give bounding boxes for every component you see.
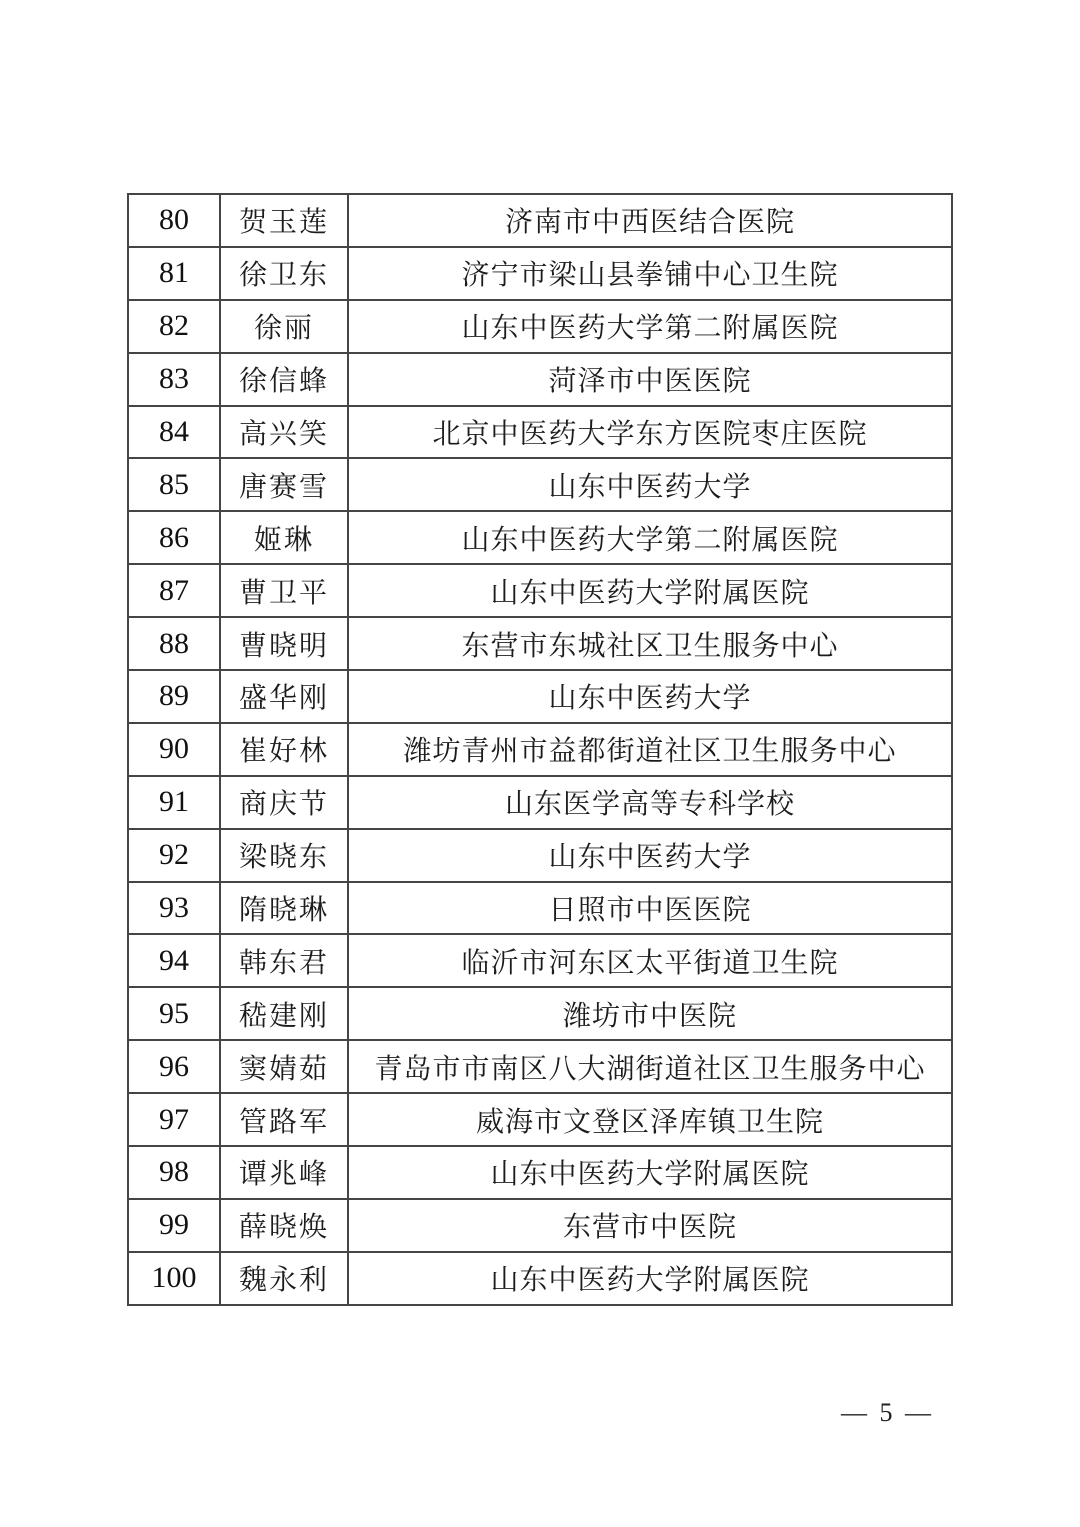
person-name: 谭兆峰 xyxy=(220,1146,348,1199)
row-number: 96 xyxy=(128,1040,220,1093)
organization-name: 济宁市梁山县拳铺中心卫生院 xyxy=(348,247,952,300)
person-name: 盛华刚 xyxy=(220,670,348,723)
person-name: 徐卫东 xyxy=(220,247,348,300)
organization-name: 日照市中医医院 xyxy=(348,882,952,935)
row-number: 87 xyxy=(128,564,220,617)
organization-name: 威海市文登区泽库镇卫生院 xyxy=(348,1093,952,1146)
person-name: 徐丽 xyxy=(220,300,348,353)
organization-name: 山东中医药大学第二附属医院 xyxy=(348,300,952,353)
row-number: 92 xyxy=(128,829,220,882)
organization-name: 山东中医药大学 xyxy=(348,458,952,511)
row-number: 95 xyxy=(128,987,220,1040)
organization-name: 济南市中西医结合医院 xyxy=(348,194,952,247)
row-number: 86 xyxy=(128,511,220,564)
row-number: 100 xyxy=(128,1252,220,1305)
person-name: 隋晓琳 xyxy=(220,882,348,935)
table-row xyxy=(128,406,952,459)
organization-name: 山东中医药大学附属医院 xyxy=(348,1252,952,1305)
row-number: 91 xyxy=(128,776,220,829)
table-row xyxy=(128,882,952,935)
person-name: 魏永利 xyxy=(220,1252,348,1305)
person-name: 薛晓焕 xyxy=(220,1199,348,1252)
organization-name: 北京中医药大学东方医院枣庄医院 xyxy=(348,406,952,459)
row-number: 89 xyxy=(128,670,220,723)
person-name: 唐赛雪 xyxy=(220,458,348,511)
organization-name: 山东中医药大学附属医院 xyxy=(348,564,952,617)
table-row xyxy=(128,300,952,353)
table-row xyxy=(128,987,952,1040)
organization-name: 山东中医药大学 xyxy=(348,670,952,723)
organization-name: 东营市东城社区卫生服务中心 xyxy=(348,617,952,670)
person-name: 贺玉莲 xyxy=(220,194,348,247)
row-number: 83 xyxy=(128,353,220,406)
table-row xyxy=(128,564,952,617)
person-name: 窦婧茹 xyxy=(220,1040,348,1093)
row-number: 90 xyxy=(128,723,220,776)
person-name: 梁晓东 xyxy=(220,829,348,882)
person-name: 徐信蜂 xyxy=(220,353,348,406)
table-row xyxy=(128,1199,952,1252)
roster-table xyxy=(127,193,953,1306)
table-row xyxy=(128,776,952,829)
organization-name: 东营市中医院 xyxy=(348,1199,952,1252)
row-number: 84 xyxy=(128,406,220,459)
table-row xyxy=(128,1146,952,1199)
row-number: 82 xyxy=(128,300,220,353)
table-row xyxy=(128,617,952,670)
organization-name: 山东中医药大学第二附属医院 xyxy=(348,511,952,564)
table-row xyxy=(128,1252,952,1305)
table-row xyxy=(128,723,952,776)
person-name: 韩东君 xyxy=(220,934,348,987)
table-row xyxy=(128,1040,952,1093)
roster-table-container xyxy=(127,193,953,1306)
person-name: 崔好林 xyxy=(220,723,348,776)
roster-body xyxy=(128,194,952,1305)
organization-name: 山东中医药大学附属医院 xyxy=(348,1146,952,1199)
organization-name: 青岛市市南区八大湖街道社区卫生服务中心 xyxy=(348,1040,952,1093)
row-number: 99 xyxy=(128,1199,220,1252)
organization-name: 山东医学高等专科学校 xyxy=(348,776,952,829)
row-number: 88 xyxy=(128,617,220,670)
person-name: 曹卫平 xyxy=(220,564,348,617)
table-row xyxy=(128,194,952,247)
row-number: 80 xyxy=(128,194,220,247)
row-number: 85 xyxy=(128,458,220,511)
row-number: 81 xyxy=(128,247,220,300)
organization-name: 潍坊青州市益都街道社区卫生服务中心 xyxy=(348,723,952,776)
table-row xyxy=(128,353,952,406)
page-number: — 5 — xyxy=(841,1398,934,1427)
person-name: 管路军 xyxy=(220,1093,348,1146)
person-name: 高兴笑 xyxy=(220,406,348,459)
person-name: 商庆节 xyxy=(220,776,348,829)
table-row xyxy=(128,1093,952,1146)
row-number: 98 xyxy=(128,1146,220,1199)
organization-name: 潍坊市中医院 xyxy=(348,987,952,1040)
person-name: 曹晓明 xyxy=(220,617,348,670)
table-row xyxy=(128,829,952,882)
person-name: 姬琳 xyxy=(220,511,348,564)
row-number: 94 xyxy=(128,934,220,987)
organization-name: 菏泽市中医医院 xyxy=(348,353,952,406)
table-row xyxy=(128,670,952,723)
table-row xyxy=(128,458,952,511)
table-row xyxy=(128,934,952,987)
organization-name: 临沂市河东区太平街道卫生院 xyxy=(348,934,952,987)
person-name: 嵇建刚 xyxy=(220,987,348,1040)
table-row xyxy=(128,247,952,300)
row-number: 97 xyxy=(128,1093,220,1146)
organization-name: 山东中医药大学 xyxy=(348,829,952,882)
table-row xyxy=(128,511,952,564)
row-number: 93 xyxy=(128,882,220,935)
